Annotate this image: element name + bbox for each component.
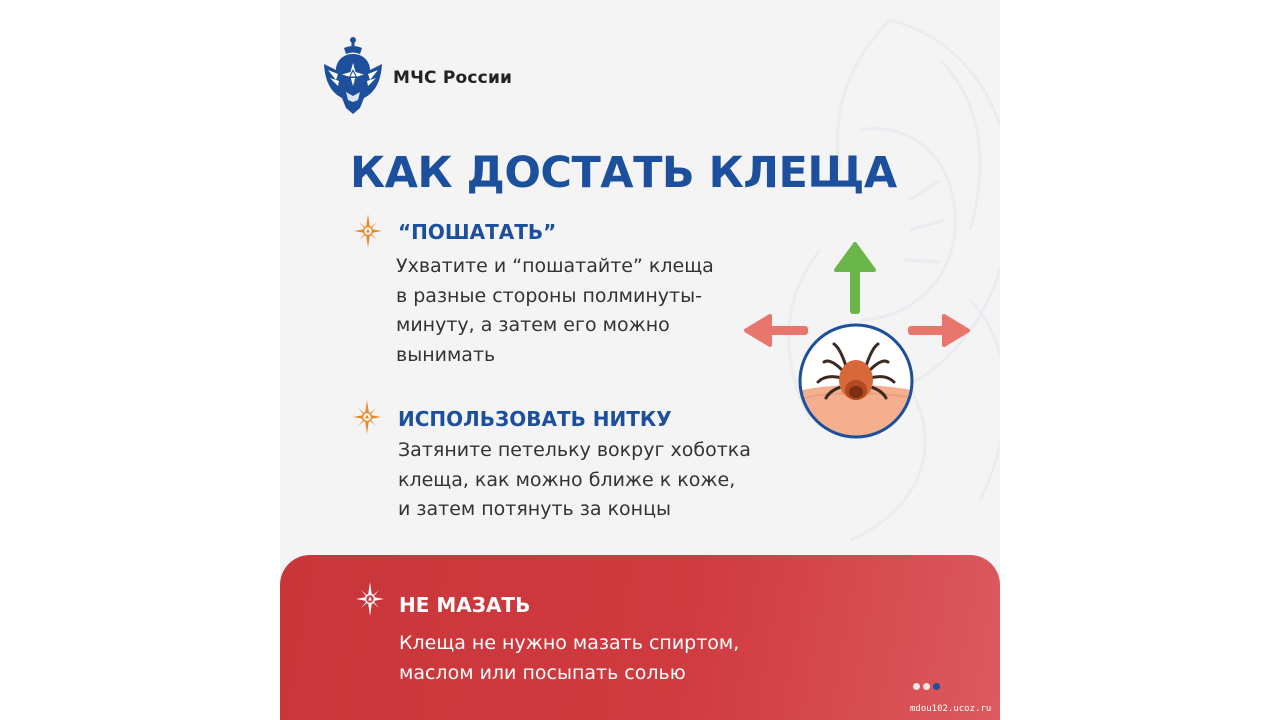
mchs-emblem-icon bbox=[324, 36, 382, 114]
text-line: минуту, а затем его можно bbox=[396, 314, 670, 336]
section-text-shake bbox=[396, 252, 714, 370]
tick-icon bbox=[792, 320, 922, 442]
text-line: Клеща не нужно мазать спиртом, bbox=[399, 632, 740, 654]
section-heading-thread: ИСПОЛЬЗОВАТЬ НИТКУ bbox=[398, 407, 672, 431]
text-line: клеща, как можно ближе к коже, bbox=[398, 468, 736, 491]
compass-star-icon bbox=[353, 400, 381, 434]
pagination-dot[interactable] bbox=[923, 683, 930, 690]
arrow-left-icon bbox=[746, 316, 808, 345]
arrow-up-icon bbox=[836, 244, 874, 314]
slide bbox=[280, 0, 1000, 720]
warning-text bbox=[399, 628, 739, 688]
text-line: в разные стороны полминуты- bbox=[396, 284, 702, 307]
tick-removal-illustration bbox=[742, 240, 974, 442]
compass-star-icon bbox=[356, 582, 384, 616]
page-title: КАК ДОСТАТЬ КЛЕЩА bbox=[350, 148, 897, 198]
text-line: вынимать bbox=[396, 343, 496, 366]
section-text-thread bbox=[398, 436, 751, 525]
section-heading-shake: “ПОШАТАТЬ” bbox=[398, 220, 557, 244]
compass-star-icon bbox=[354, 214, 382, 248]
pagination-dot[interactable] bbox=[913, 683, 920, 690]
site-label: mdou102.ucoz.ru bbox=[910, 704, 992, 714]
pagination-dots bbox=[913, 683, 940, 690]
text-line: маслом или посыпать солью bbox=[399, 662, 686, 684]
text-line: и затем потянуть за концы bbox=[398, 498, 672, 520]
arrow-right-icon bbox=[908, 316, 968, 345]
text-line: Ухватите и “пошатайте” клеща bbox=[396, 255, 714, 277]
text-line: Затяните петельку вокруг хоботка bbox=[398, 439, 751, 461]
pagination-dot-active[interactable] bbox=[933, 683, 940, 690]
org-name: МЧС России bbox=[393, 68, 513, 88]
warning-heading: НЕ МАЗАТЬ bbox=[399, 593, 531, 617]
